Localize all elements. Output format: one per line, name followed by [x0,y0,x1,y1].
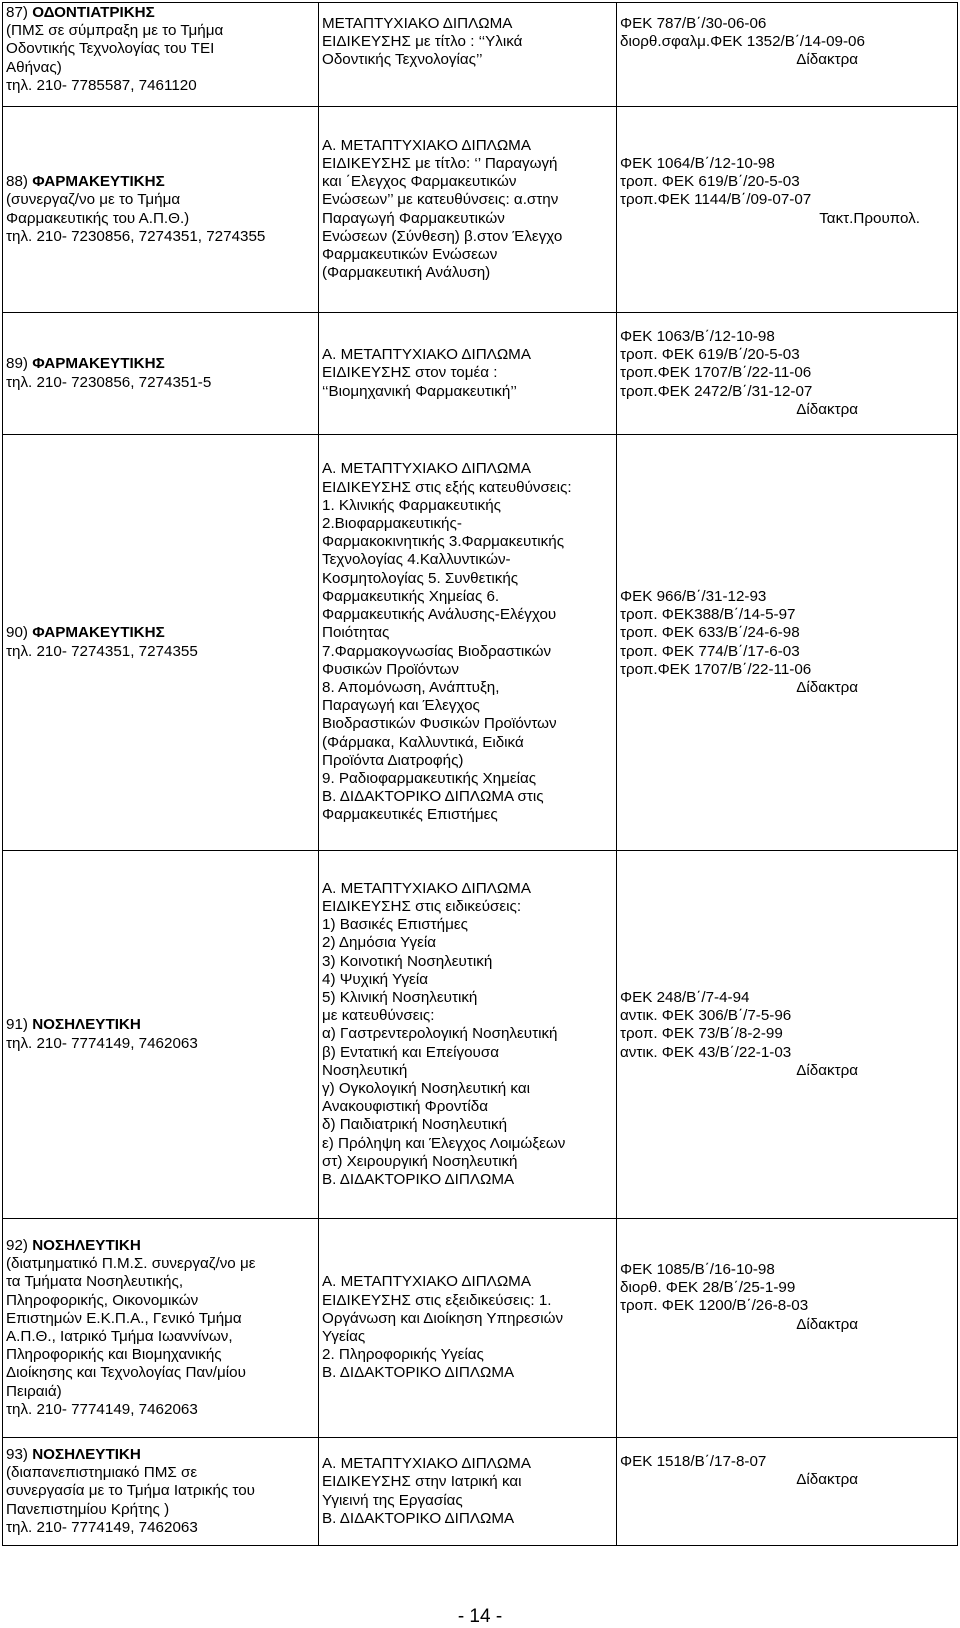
department-heading [6,1446,315,1464]
program-line: Βιοδραστικών Φυσικών Προϊόντων [322,715,557,733]
program-line: Β. ΔΙΔΑΚΤΟΡΙΚΟ ΔΙΠΛΩΜΑ [322,1364,515,1382]
program-line: Ποιότητας [322,624,390,642]
department-detail-line: τηλ. 210- 7230856, 7274351, 7274355 [6,227,266,245]
funding-status: Δίδακτρα [796,1061,858,1079]
department-number: 90) [6,624,28,642]
table-row [3,851,958,1219]
program-line: α) Γαστρεντερολογική Νοσηλευτική [322,1025,558,1043]
program-line: Φυσικών Προϊόντων [322,660,459,678]
fek-reference-line: τροπ.ΦΕΚ 2472/Β΄/31-12-07 [620,382,813,400]
fek-reference-line: ΦΕΚ 248/Β΄/7-4-94 [620,988,750,1006]
department-cell [3,851,319,1219]
department-cell [3,313,319,435]
fek-reference-line: ΦΕΚ 787/Β΄/30-06-06 [620,15,767,32]
fek-reference-line: ΦΕΚ 1064/Β΄/12-10-98 [620,155,775,172]
program-line: (Φαρμακευτική Ανάλυση) [322,264,491,282]
department-detail-line: τηλ. 210- 7774149, 7462063 [6,1518,198,1536]
program-line: Β. ΔΙΔΑΚΤΟΡΙΚΟ ΔΙΠΛΩΜΑ στις [322,788,544,806]
fek-reference-line: τροπ. ΦΕΚ 633/Β΄/24-6-98 [620,624,800,642]
program-line: 7.Φαρμακογνωσίας Βιοδραστικών [322,642,552,660]
fek-reference-line: τροπ. ΦΕΚ 774/Β΄/17-6-03 [620,642,800,660]
page-number: - 14 - [457,1606,503,1627]
program-line: ΕΙΔΙΚΕΥΣΗΣ στις εξειδικεύσεις: 1. [322,1291,552,1309]
fek-reference-line: αντικ. ΦΕΚ 306/Β΄/7-5-96 [620,1007,792,1025]
fek-reference-line: τροπ. ΦΕΚ 1200/Β΄/26-8-03 [620,1297,809,1315]
program-line: Φαρμακοκινητικής 3.Φαρμακευτικής [322,533,565,551]
fek-reference-line: διορθ.σφαλμ.ΦΕΚ 1352/Β΄/14-09-06 [620,33,865,51]
program-line: 2) Δημόσια Υγεία [322,934,437,952]
program-line: 1. Κλινικής Φαρμακευτικής [322,496,502,514]
program-line: Α. ΜΕΤΑΠΤΥΧΙΑΚΟ ΔΙΠΛΩΜΑ [322,346,531,364]
department-cell [3,3,319,107]
program-line: Φαρμακευτικές Επιστήμες [322,806,498,824]
fek-reference-line: ΦΕΚ 1085/Β΄/16-10-98 [620,1261,775,1278]
department-heading [6,355,315,373]
program-line: Παραγωγή και Έλεγχος [322,697,480,715]
program-line: δ) Παιδιατρική Νοσηλευτική [322,1116,508,1134]
program-line: Προϊόντα Διατροφής) [322,751,464,769]
department-name: ΦΑΡΜΑΚΕΥΤΙΚΗΣ [32,624,165,642]
department-name: ΦΑΡΜΑΚΕΥΤΙΚΗΣ [32,173,165,191]
program-line: Ανακουφιστική Φροντίδα [322,1098,489,1116]
department-detail-line: τηλ. 210- 7774149, 7462063 [6,1400,198,1418]
program-line: 4) Ψυχική Υγεία [322,970,428,988]
program-line: 8. Απομόνωση, Ανάπτυξη, [322,678,500,696]
program-line: 2.Βιοφαρμακευτικής- [322,515,462,533]
table-row [3,1438,958,1546]
department-detail-line: Πανεπιστημίου Κρήτης ) [6,1500,170,1518]
department-detail-line: τηλ. 210- 7774149, 7462063 [6,1034,198,1052]
department-detail-line: (διατμηματικό Π.Μ.Σ. συνεργαζ/νο με [6,1255,256,1273]
department-number: 92) [6,1236,28,1254]
department-detail-line: Επιστημών Ε.Κ.Π.Α., Γενικό Τμήμα [6,1309,242,1327]
program-line: στ) Χειρουργική Νοσηλευτική [322,1152,518,1170]
program-line: ΕΙΔΙΚΕΥΣΗΣ στις ειδικεύσεις: [322,897,522,915]
fek-reference-line: τροπ. ΦΕΚ 619/Β΄/20-5-03 [620,173,800,191]
program-line: ΕΙΔΙΚΕΥΣΗΣ στην Ιατρική και [322,1473,522,1491]
table-row [3,3,958,107]
department-detail-line: (συνεργαζ/νο με το Τμήμα [6,191,181,209]
program-line: ΕΙΔΙΚΕΥΣΗΣ στις εξής κατευθύνσεις: [322,478,572,496]
program-line: Α. ΜΕΤΑΠΤΥΧΙΑΚΟ ΔΙΠΛΩΜΑ [322,879,531,897]
program-line: Υγείας [322,1328,366,1345]
program-line: Α. ΜΕΤΑΠΤΥΧΙΑΚΟ ΔΙΠΛΩΜΑ [322,460,531,478]
fek-reference-line: διορθ. ΦΕΚ 28/Β΄/25-1-99 [620,1279,796,1297]
program-line: με κατευθύνσεις: [322,1007,435,1025]
department-detail-line: τηλ. 210- 7230856, 7274351-5 [6,373,212,391]
department-name: ΝΟΣΗΛΕΥΤΙΚΗ [32,1445,141,1463]
table-row [3,1219,958,1438]
fek-cell [617,1438,958,1546]
program-cell [319,1438,617,1546]
fek-reference-line: τροπ. ΦΕΚ 73/Β΄/8-2-99 [620,1025,783,1043]
program-line: Α. ΜΕΤΑΠΤΥΧΙΑΚΟ ΔΙΠΛΩΜΑ [322,1273,531,1291]
program-cell [319,435,617,851]
table-row [3,107,958,313]
department-name: ΦΑΡΜΑΚΕΥΤΙΚΗΣ [32,355,165,373]
program-line: ΕΙΔΙΚΕΥΣΗΣ με τίτλο: ‘’ Παραγωγή [322,154,558,172]
department-number: 87) [6,4,28,21]
program-line: Φαρμακευτικής Χημείας 6. [322,587,500,605]
program-line: Φαρμακευτικών Ενώσεων [322,245,498,263]
program-line: Νοσηλευτική [322,1061,408,1079]
program-line: Φαρμακευτικής Ανάλυσης-Ελέγχου [322,606,557,624]
department-detail-line: Οδοντικής Τεχνολογίας του ΤΕΙ [6,40,215,58]
table-row [3,313,958,435]
department-detail-line: (διαπανεπιστημιακό ΠΜΣ σε [6,1464,198,1482]
department-name: ΟΔΟΝΤΙΑΤΡΙΚΗΣ [32,4,155,21]
department-name: ΝΟΣΗΛΕΥΤΙΚΗ [32,1236,141,1254]
department-detail-line: Πειραιά) [6,1382,62,1400]
program-line: (Φάρμακα, Καλλυντικά, Ειδικά [322,733,524,751]
program-cell [319,851,617,1219]
program-line: Α. ΜΕΤΑΠΤΥΧΙΑΚΟ ΔΙΠΛΩΜΑ [322,1455,531,1473]
fek-reference-line: τροπ.ΦΕΚ 1707/Β΄/22-11-06 [620,660,812,678]
fek-reference-line: τροπ.ΦΕΚ 1707/Β΄/22-11-06 [620,364,812,382]
program-line: Υγιεινή της Εργασίας [322,1491,463,1509]
department-detail-line: (ΠΜΣ σε σύμπραξη με το Τμήμα [6,22,224,40]
program-line: ε) Πρόληψη και Έλεγχος Λοιμώξεων [322,1134,566,1152]
funding-status: Δίδακτρα [796,1315,858,1333]
program-line: 3) Κοινοτική Νοσηλευτική [322,952,493,970]
funding-status: Τακτ.Προυπολ. [819,209,920,227]
program-cell [319,3,617,107]
department-number: 93) [6,1445,28,1463]
fek-cell [617,851,958,1219]
department-detail-line: Πληροφορικής και Βιομηχανικής [6,1346,222,1364]
table-row [3,435,958,851]
department-number: 88) [6,173,28,191]
department-heading [6,624,315,642]
program-line: Οργάνωση και Διοίκηση Υπηρεσιών [322,1309,564,1327]
fek-cell [617,1219,958,1438]
program-cell [319,107,617,313]
department-heading [6,4,315,22]
department-detail-line: Πληροφορικής, Οικονομικών [6,1291,199,1309]
program-line: Κοσμητολογίας 5. Συνθετικής [322,569,519,587]
program-line: Β. ΔΙΔΑΚΤΟΡΙΚΟ ΔΙΠΛΩΜΑ [322,1171,515,1189]
program-line: Α. ΜΕΤΑΠΤΥΧΙΑΚΟ ΔΙΠΛΩΜΑ [322,136,531,154]
fek-cell [617,107,958,313]
department-detail-line: τηλ. 210- 7274351, 7274355 [6,642,198,660]
department-detail-line: Α.Π.Θ., Ιατρικό Τμήμα Ιωαννίνων, [6,1328,233,1345]
program-line: Τεχνολογίας 4.Καλλυντικών- [322,551,511,569]
department-detail-line: Φαρμακευτικής του Α.Π.Θ.) [6,209,190,227]
department-number: 91) [6,1016,28,1034]
fek-reference-line: ΦΕΚ 966/Β΄/31-12-93 [620,587,767,605]
program-line: 1) Βασικές Επιστήμες [322,916,468,934]
programs-table [2,2,958,1546]
department-detail-line: Αθήνας) [6,58,62,76]
department-cell [3,107,319,313]
fek-cell [617,3,958,107]
program-cell [319,313,617,435]
fek-cell [617,435,958,851]
department-cell [3,1219,319,1438]
program-line: Παραγωγή Φαρμακευτικών [322,209,505,227]
fek-reference-line: ΦΕΚ 1063/Β΄/12-10-98 [620,327,775,345]
program-line: γ) Ογκολογική Νοσηλευτική και [322,1080,530,1097]
department-detail-line: τα Τμήματα Νοσηλευτικής, [6,1273,184,1291]
program-line: 2. Πληροφορικής Υγείας [322,1346,484,1364]
fek-reference-line: τροπ. ΦΕΚ388/Β΄/14-5-97 [620,606,796,624]
program-line: ΕΙΔΙΚΕΥΣΗΣ με τίτλο : ‘‘Υλικά [322,33,523,51]
department-detail-line: τηλ. 210- 7785587, 7461120 [6,76,197,94]
program-line: ΕΙΔΙΚΕΥΣΗΣ στον τομέα : [322,364,498,382]
funding-status: Δίδακτρα [796,51,858,69]
fek-cell [617,313,958,435]
program-line: Οδοντικής Τεχνολογίας’’ [322,51,483,69]
department-cell [3,1438,319,1546]
fek-reference-line: τροπ.ΦΕΚ 1144/Β΄/09-07-07 [620,191,812,209]
department-number: 89) [6,355,28,373]
program-line: Ενώσεων’’ με κατευθύνσεις: α.στην [322,191,559,209]
department-detail-line: συνεργασία με το Τμήμα Ιατρικής του [6,1482,255,1500]
fek-reference-line: τροπ. ΦΕΚ 619/Β΄/20-5-03 [620,346,800,364]
department-heading [6,1016,315,1034]
program-line: Ενώσεων (Σύνθεση) β.στον Έλεγχο [322,227,563,245]
program-cell [319,1219,617,1438]
program-line: ‘‘Βιομηχανική Φαρμακευτική’’ [322,382,517,400]
program-line: Β. ΔΙΔΑΚΤΟΡΙΚΟ ΔΙΠΛΩΜΑ [322,1509,515,1527]
program-line: ΜΕΤΑΠΤΥΧΙΑΚΟ ΔΙΠΛΩΜΑ [322,15,513,32]
funding-status: Δίδακτρα [796,1471,858,1489]
program-line: 5) Κλινική Νοσηλευτική [322,988,478,1006]
programs-table-body [3,3,958,1546]
department-heading [6,1237,315,1255]
program-line: β) Εντατική και Επείγουσα [322,1043,499,1061]
program-line: και ΄Ελεγχος Φαρμακευτικών [322,173,517,191]
funding-status: Δίδακτρα [796,400,858,418]
department-heading [6,173,315,191]
department-detail-line: Διοίκησης και Τεχνολογίας Παν/μίου [6,1364,246,1382]
program-line: 9. Ραδιοφαρμακευτικής Χημείας [322,769,537,787]
fek-reference-line: ΦΕΚ 1518/Β΄/17-8-07 [620,1453,767,1470]
funding-status: Δίδακτρα [796,678,858,696]
department-cell [3,435,319,851]
fek-reference-line: αντικ. ΦΕΚ 43/Β΄/22-1-03 [620,1043,792,1061]
department-name: ΝΟΣΗΛΕΥΤΙΚΗ [32,1016,141,1034]
